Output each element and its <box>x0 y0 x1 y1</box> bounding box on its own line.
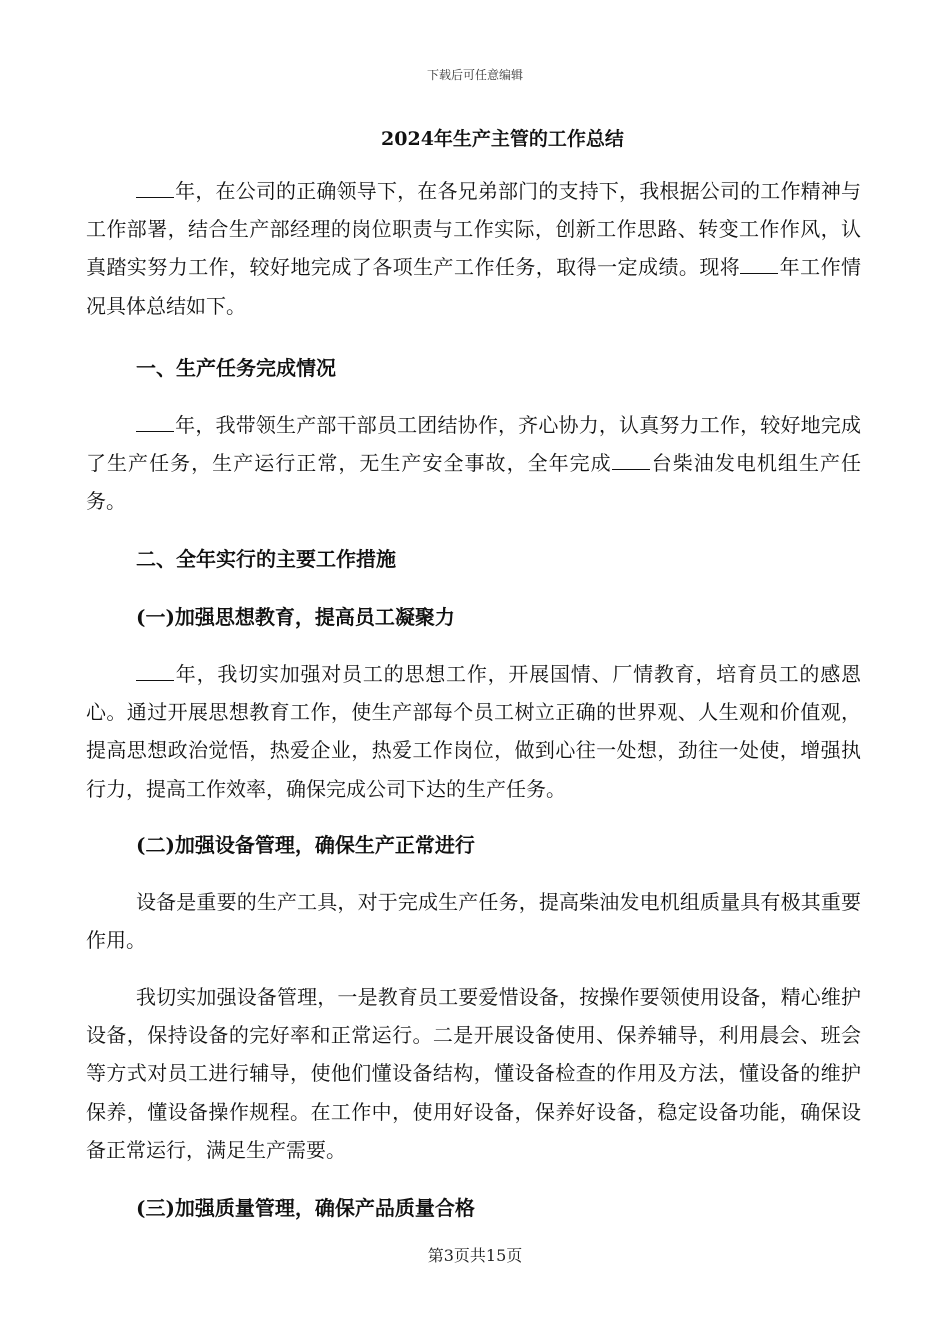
blank-line <box>612 449 650 470</box>
subsection-1-text: 年，我切实加强对员工的思想工作，开展国情、厂情教育，培育员工的感恩心。通过开展思想教育工作，使生产部每个员工树立正确的世界观、人生观和价值观，提高思想政治觉悟，热爱企业，热爱工作岗位，做到心往一处想，劲往一处使，增强执行力，提高工作效率，确保完成公司下达的生产任务。 <box>86 662 861 801</box>
subsection-2-paragraph-2: 我切实加强设备管理，一是教育员工要爱惜设备，按操作要领使用设备，精心维护设备，保持设备的完好率和正常运行。二是开展设备使用、保养辅导，利用晨会、班会等方式对员工进行辅导，使他们懂设备结构，懂设备检查的作用及方法，懂设备的维护保养，懂设备操作规程。在工作中，使用好设备，保养好设备，稳定设备功能，确保设备正常运行，满足生产需要。 <box>86 985 861 1162</box>
blank-line <box>136 660 174 681</box>
subsection-1-paragraph <box>86 655 861 808</box>
intro-tail-text: 年工作情况具体总结如下。 <box>86 255 862 318</box>
page-number-footer: 第3页共15页 <box>427 1246 523 1265</box>
document-title: 2024年生产主管的工作总结 <box>381 128 624 150</box>
section-1-text-b: 台柴油发电机组生产任务。 <box>86 451 862 514</box>
section-1-text-a: 年，我带领生产部干部员工团结协作，齐心协力，认真努力工作，较好地完成了生产任务，生产运行正常，无生产安全事故，全年完成 <box>86 413 861 476</box>
section-heading-2: 二、全年实行的主要工作措施 <box>136 547 396 571</box>
section-heading-1: 一、生产任务完成情况 <box>136 356 336 380</box>
intro-paragraph <box>86 172 861 325</box>
subsection-heading-3: (三)加强质量管理，确保产品质量合格 <box>136 1196 475 1220</box>
subsection-heading-1: (一)加强思想教育，提高员工凝聚力 <box>136 605 455 629</box>
intro-text: 年，在公司的正确领导下，在各兄弟部门的支持下，我根据公司的工作精神与工作部署，结合生产部经理的岗位职责与工作实际，创新工作思路、转变工作作风，认真踏实努力工作，较好地完成了各项生产工作任务，取得一定成绩。现将 <box>86 179 861 280</box>
blank-line <box>136 411 174 432</box>
header-note: 下载后可任意编辑 <box>426 68 523 82</box>
blank-line <box>136 177 174 198</box>
blank-line <box>740 253 778 274</box>
subsection-2-paragraph-1: 设备是重要的生产工具，对于完成生产任务，提高柴油发电机组质量具有极其重要作用。 <box>86 890 861 953</box>
section-1-paragraph <box>86 406 861 521</box>
subsection-heading-2: (二)加强设备管理，确保生产正常进行 <box>136 833 475 857</box>
